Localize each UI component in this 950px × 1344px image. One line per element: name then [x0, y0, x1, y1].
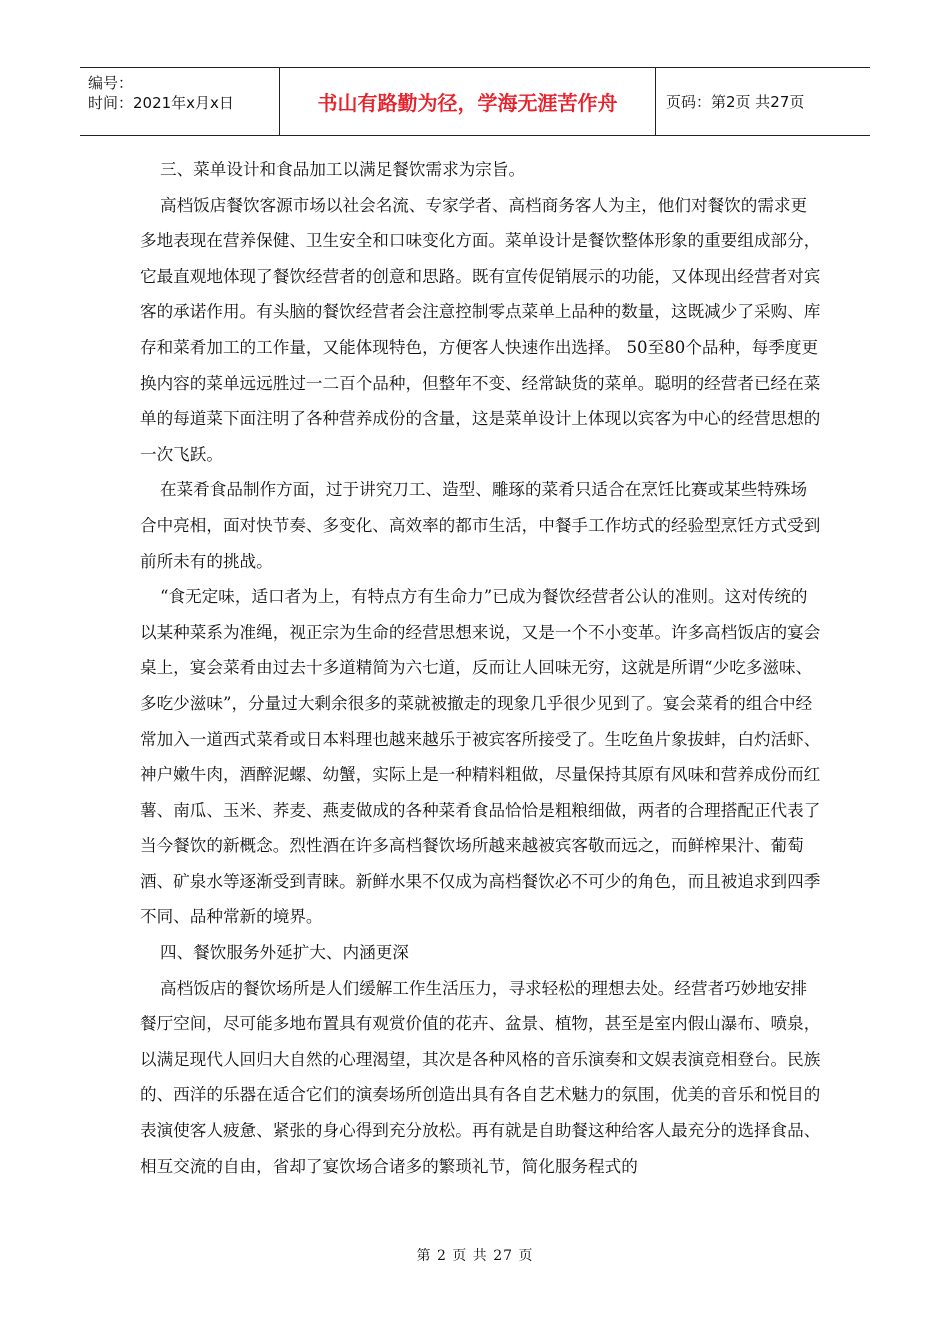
header-page-info: 页码：第2页 共27页: [666, 93, 805, 111]
paragraph: 高档饭店餐饮客源市场以社会名流、专家学者、高档商务客人为主，他们对餐饮的需求更多地表现在营养保健、卫生安全和口味变化方面。菜单设计是餐饮整体形象的重要组成部分，它最直观地体现了餐饮经营者的创意和思路。既有宣传促销展示的功能，又体现出经营者对宾客的承诺作用。有头脑的餐饮经营者会注意控制零点菜单上品种的数量，这既减少了采购、库存和菜肴加工的工作量，又能体现特色，方便客人快速作出选择。 50至80个品种，每季度更换内容的菜单远远胜过一二百个品种，但整年不变、经常缺货的菜单。聪明的经营者已经在菜单的每道菜下面注明了各种营养成份的含量，这是菜单设计上体现以宾客为中心的经营思想的一次飞跃。: [140, 195, 821, 464]
document-body: [140, 152, 822, 1184]
page-footer: 第 2 页 共 27 页: [416, 1248, 534, 1264]
paragraph: 在菜肴食品制作方面，过于讲究刀工、造型、雕琢的菜肴只适合在烹饪比赛或某些特殊场合中亮相，面对快节奏、多变化、高效率的都市生活，中餐手工作坊式的经验型烹饪方式受到前所未有的挑战。: [140, 480, 821, 571]
page-header: [80, 67, 870, 136]
header-meta: [80, 68, 280, 135]
document-number-label: 编号：: [88, 74, 134, 92]
paragraph: “食无定味，适口者为上，有特点方有生命力”已成为餐饮经营者公认的准则。这对传统的以某种菜系为准绳，视正宗为生命的经营思想来说，又是一个不小变革。许多高档饭店的宴会桌上，宴会菜肴由过去十多道精简为六七道，反而让人回味无穷，这就是所谓“少吃多滋味、多吃少滋味”，分量过大剩余很多的菜就被撤走的现象几乎很少见到了。宴会菜肴的组合中经常加入一道西式菜肴或日本料理也越来越乐于被宾客所接受了。生吃鱼片象拔蚌，白灼活虾、神户嫩牛肉，酒醉泥螺、幼蟹，实际上是一种精料粗做，尽量保持其原有风味和营养成份而红薯、南瓜、玉米、荞麦、燕麦做成的各种菜肴食品恰恰是粗粮细做，两者的合理搭配正代表了当今餐饮的新概念。烈性酒在许多高档餐饮场所越来越被宾客敬而远之，而鲜榨果汁、葡萄酒、矿泉水等逐渐受到青睐。新鲜水果不仅成为高档餐饮必不可少的角色，而且被追求到四季不同、品种常新的境界。: [140, 587, 821, 927]
section-heading-4: 四、餐饮服务外延扩大、内涵更深: [160, 943, 409, 963]
paragraph: 高档饭店的餐饮场所是人们缓解工作生活压力，寻求轻松的理想去处。经营者巧妙地安排餐厅空间，尽可能多地布置具有观赏价值的花卉、盆景、植物，甚至是室内假山瀑布、喷泉，以满足现代人回归大自然的心理渴望，其次是各种风格的音乐演奏和文娱表演竞相登台。民族的、西洋的乐器在适合它们的演奏场所创造出具有各自艺术魅力的氛围，优美的音乐和悦目的表演使客人疲惫、紧张的身心得到充分放松。再有就是自助餐这种给客人最充分的选择食品、相互交流的自由，省却了宴饮场合诸多的繁琐礼节，简化服务程式的: [140, 978, 821, 1176]
header-motto: 书山有路勤为径，学海无涯苦作舟: [280, 68, 656, 135]
section-heading-3: 三、菜单设计和食品加工以满足餐饮需求为宗旨。: [160, 160, 526, 179]
document-date-label: 时间：2021年x月x日: [88, 94, 234, 112]
